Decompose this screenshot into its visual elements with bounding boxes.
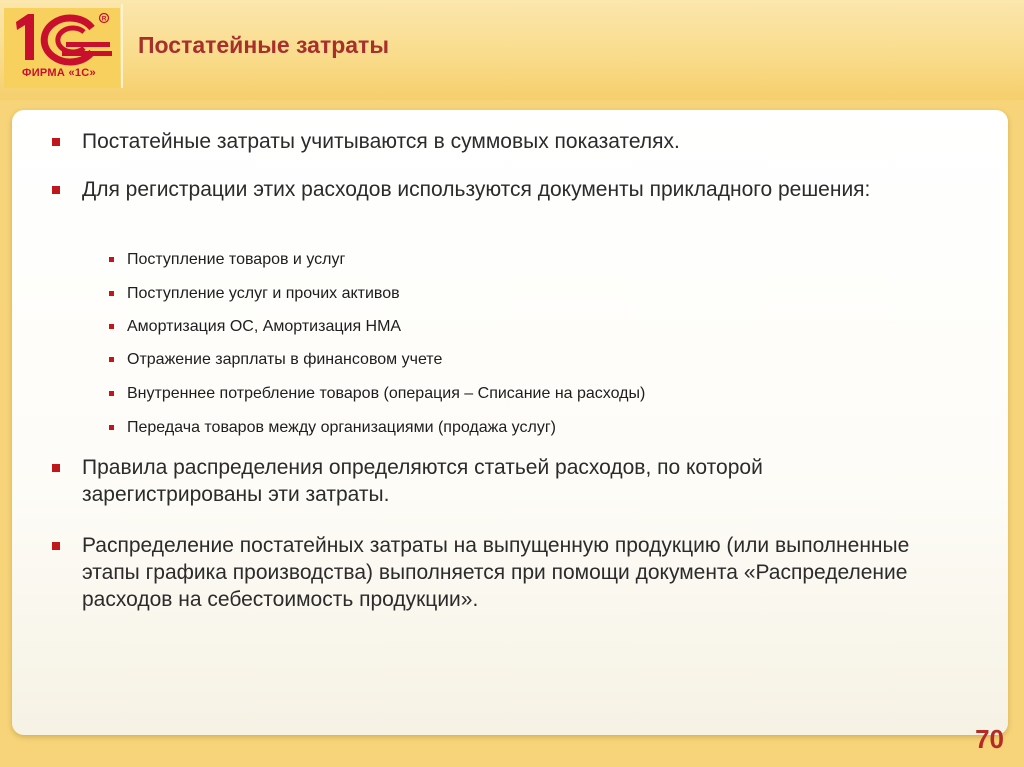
sub-bullet-marker (109, 357, 114, 362)
slide-header (0, 0, 1024, 100)
sub-bullet-marker (109, 324, 114, 329)
bullet-item (82, 128, 902, 155)
bullet-item (82, 454, 932, 508)
sub-bullet-marker (109, 391, 114, 396)
sub-bullet-text: Поступление услуг и прочих активов (127, 285, 400, 302)
bullet-marker (52, 464, 60, 472)
sub-bullet-text: Передача товаров между организациями (продажа услуг) (127, 419, 556, 436)
sub-bullet-marker (109, 257, 114, 262)
bullet-text: Распределение постатейных затраты на выпущенную продукцию (или выполненные этапы графика производства) выполняется при помощи документа «Распределение расходов на себестоимость продукции». (82, 534, 910, 611)
sub-bullet-item (127, 418, 556, 438)
sub-bullet-item (127, 384, 645, 404)
logo-caption: ФИРМА «1С» (22, 67, 96, 79)
sub-bullet-marker (109, 425, 114, 430)
sub-bullet-item (127, 250, 345, 270)
header-divider (121, 4, 123, 88)
sub-bullet-text: Поступление товаров и услуг (127, 251, 346, 268)
bullet-text: Для регистрации этих расходов используются документы прикладного решения: (82, 178, 871, 201)
bullet-text: Правила распределения определяются статьей расходов, по которой зарегистрированы эти затраты. (82, 456, 763, 506)
sub-bullet-text: Внутреннее потребление товаров (операция – Списание на расходы) (127, 385, 646, 402)
bullet-marker (52, 186, 60, 194)
bullet-marker (52, 138, 60, 146)
1c-logo-icon (4, 8, 120, 88)
page-number: 70 (975, 724, 1004, 754)
sub-bullet-item (127, 350, 442, 370)
bullet-marker (52, 542, 60, 550)
content-panel (12, 110, 1008, 735)
bullet-item (82, 532, 942, 613)
bullet-item (82, 176, 932, 203)
sub-bullet-marker (109, 291, 114, 296)
sub-bullet-item (127, 284, 400, 304)
sub-bullet-text: Амортизация ОС, Амортизация НМА (127, 318, 402, 335)
sub-bullet-text: Отражение зарплаты в финансовом учете (127, 351, 443, 368)
svg-text:R: R (101, 15, 107, 23)
bullet-text: Постатейные затраты учитываются в суммовых показателях. (82, 130, 680, 153)
sub-bullet-item (127, 317, 401, 337)
slide-title: Постатейные затраты (138, 32, 389, 58)
